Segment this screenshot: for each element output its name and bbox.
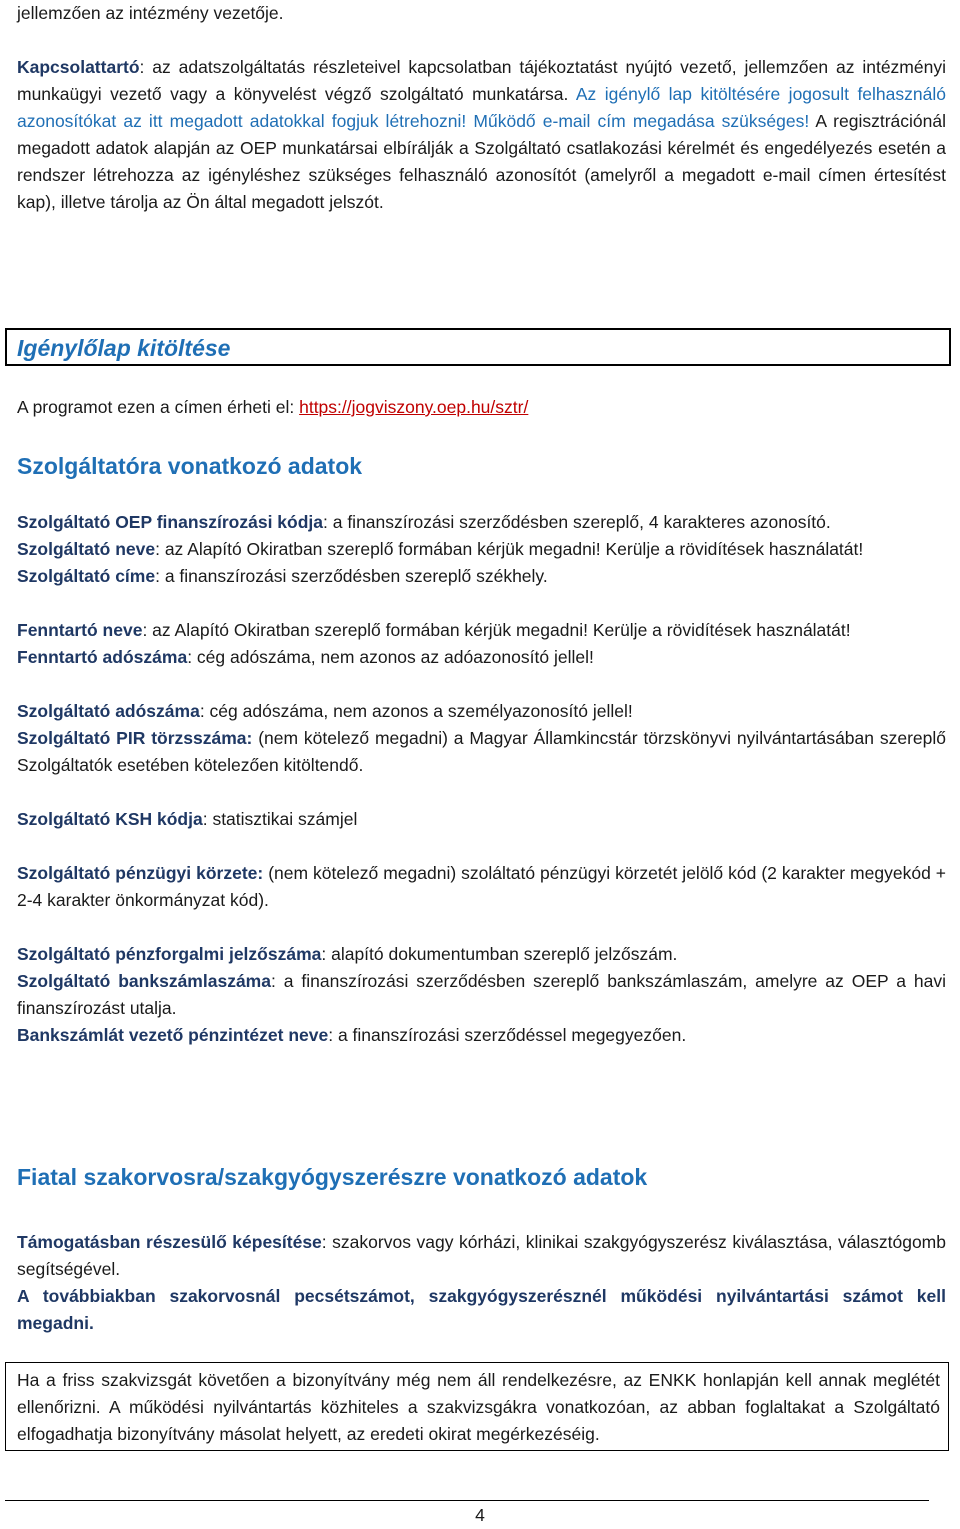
provider-item: Fenntartó neve: az Alapító Okiratban szereplő formában kérjük megadni! Kerülje a rövidítések használatát! [17, 620, 851, 640]
provider-item: Szolgáltató adószáma: cég adószáma, nem azonos a személyazonosító jellel! [17, 701, 633, 721]
contact-text: : az adatszolgáltatás részleteivel kapcsolatban tájékoztatást nyújtó vezető, jellemzően az intézményi munkaügyi vezető vagy a könyvelést végző szolgáltató munkatársa. [17, 57, 946, 104]
provider-item: Szolgáltató pénzforgalmi jelzőszáma: alapító dokumentumban szereplő jelzőszám. [17, 944, 678, 964]
section-form-title-box [5, 328, 951, 366]
note-box [5, 1362, 949, 1451]
provider-item: Szolgáltató bankszámlaszáma: a finanszírozási szerződésben szereplő bankszámlaszám, amelyre az OEP a havi finanszírozást utalja. [17, 971, 946, 1018]
provider-item: Szolgáltató neve: az Alapító Okiratban szereplő formában kérjük megadni! Kerülje a rövidítések használatát! [17, 539, 864, 559]
section-provider-title: Szolgáltatóra vonatkozó adatok [17, 453, 363, 479]
specialist-section [17, 1162, 946, 1337]
contact-paragraph [17, 54, 946, 216]
provider-item: Szolgáltató címe: a finanszírozási szerződésben szereplő székhely. [17, 566, 548, 586]
contact-note: Az igénylő lap kitöltésére jogosult felhasználó azonosítókat az itt megadott adatokkal fogjuk létrehozni! Működő e-mail cím megadása szükséges! [17, 84, 946, 131]
intro-line: jellemzően az intézmény vezetője. [17, 3, 284, 23]
registration-text: A regisztrációnál megadott adatok alapján az OEP munkatársai elbírálják a Szolgáltató csatlakozási kérelmét és engedélyezés esetén a rendszer létrehozza az igényléshez szükséges felhasználó azonosítót (amelyről a megadott e-mail címen értesítést kap), illetve tárolja az Ön által megadott jelszót. [17, 111, 946, 212]
provider-item: Szolgáltató PIR törzsszáma: (nem kötelező megadni) a Magyar Államkincstár törzskönyvi nyilvántartásában szereplő Szolgáltatók esetében kötelezően kitöltendő. [17, 728, 946, 775]
form-access-text: A programot ezen a címen érheti el: [17, 397, 300, 417]
qualification-paragraph: Támogatásban részesülő képesítése: szakorvos vagy kórházi, klinikai szakgyógyszerész kiválasztása, választógomb segítségével. [17, 1232, 946, 1279]
footer-divider [5, 1500, 929, 1501]
provider-item: Szolgáltató KSH kódja: statisztikai számjel [17, 809, 358, 829]
page-number: 4 [475, 1505, 485, 1525]
form-access-block [17, 394, 946, 421]
provider-item: Fenntartó adószáma: cég adószáma, nem azonos az adóazonosító jellel! [17, 647, 594, 667]
provider-item: Szolgáltató OEP finanszírozási kódja: a finanszírozási szerződésben szereplő, 4 karakteres azonosító. [17, 512, 831, 532]
section-form-title: Igénylőlap kitöltése [17, 335, 231, 361]
provider-section [17, 451, 946, 1049]
section-specialist-title: Fiatal szakorvosra/szakgyógyszerészre vonatkozó adatok [17, 1164, 648, 1190]
document-page [17, 0, 946, 216]
provider-item: Bankszámlát vezető pénzintézet neve: a finanszírozási szerződéssel megegyezően. [17, 1025, 687, 1045]
note-text: Ha a friss szakvizsgát követően a bizonyítvány még nem áll rendelkezésre, az ENKK honlapján kell annak meglétét ellenőrizni. A működési nyilvántartás közhiteles a szakvizsgákra vonatkozóan, az abban foglaltakat a Szolgáltató elfogadhatja bizonyítvány másolat helyett, az eredeti okirat megérkezéséig. [17, 1370, 940, 1444]
contact-term: Kapcsolattartó [17, 57, 140, 77]
provider-item: Szolgáltató pénzügyi körzete: (nem kötelező megadni) szoláltató pénzügyi körzetét jelölő kód (2 karakter megyekód + 2-4 karakter önkormányzat kód). [17, 863, 946, 910]
form-access-link[interactable]: https://jogviszony.oep.hu/sztr/ [299, 397, 529, 417]
bold-notice: A továbbiakban szakorvosnál pecsétszámot, szakgyógyszerésznél működési nyilvántartási számot kell megadni. [17, 1286, 946, 1333]
